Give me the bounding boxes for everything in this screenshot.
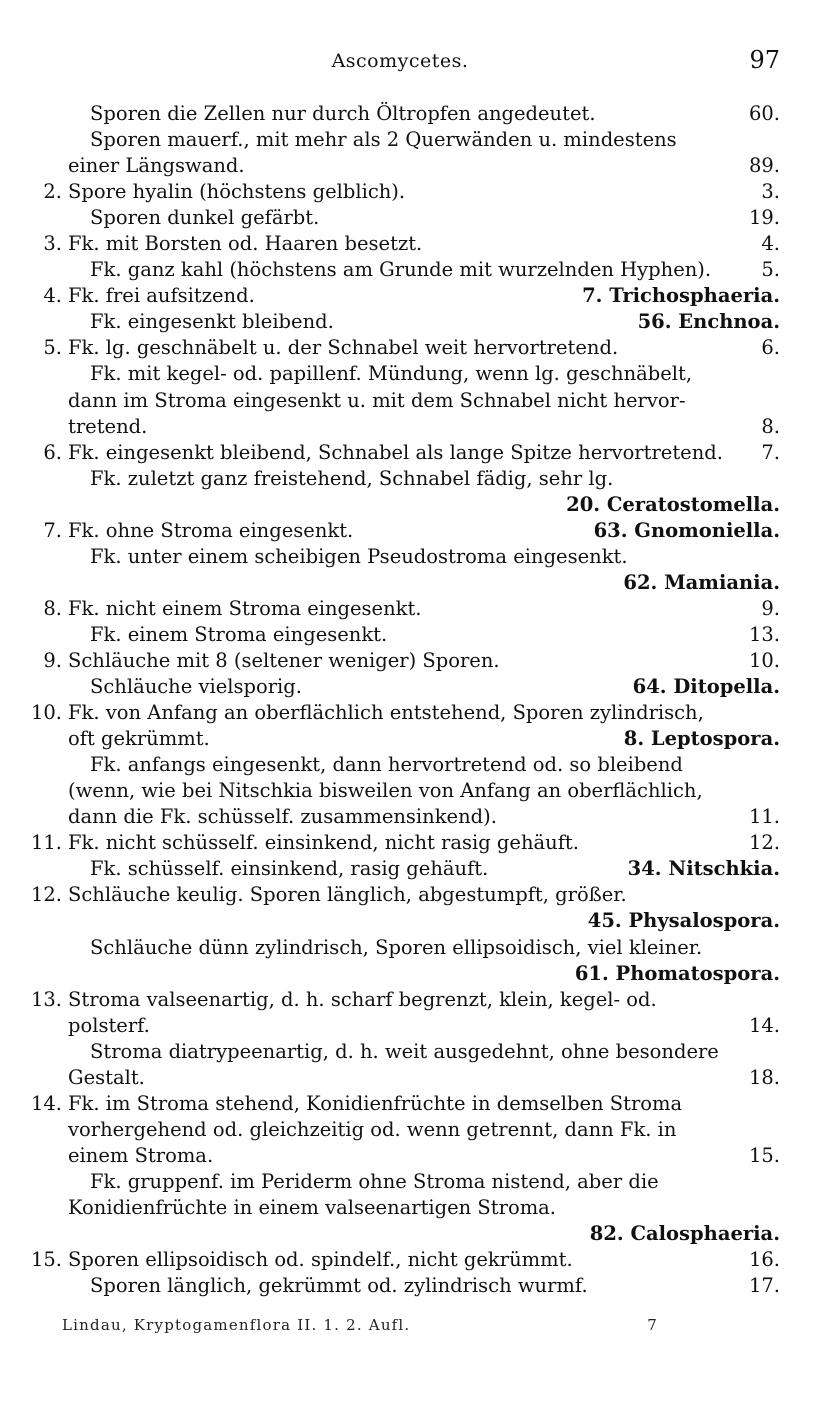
key-line [22, 804, 780, 830]
key-line [22, 388, 780, 414]
key-entry [22, 283, 780, 335]
page-footer [62, 1316, 658, 1334]
genus-result: 8. Leptospora. [623, 727, 780, 751]
key-line-text: Fk. lg. geschnäbelt u. der Schnabel weit hervortretend. [68, 336, 619, 360]
key-entry [22, 1247, 780, 1299]
key-line [22, 518, 780, 544]
key-line-text: Sporen ellipsoidisch od. spindelf., nicht gekrümmt. [68, 1248, 573, 1272]
key-line-text: Fk. nicht einem Stroma eingesenkt. [68, 596, 422, 620]
key-line-text: Fk. nicht schüsself. einsinkend, nicht rasig gehäuft. [68, 831, 579, 855]
key-lead-reference: 13. [748, 622, 780, 646]
key-line [22, 361, 780, 387]
key-line [22, 231, 780, 257]
key-line [22, 1117, 780, 1143]
key-lead-reference: 17. [748, 1274, 780, 1298]
key-line-text: polsterf. [68, 1013, 150, 1037]
key-lead-reference: 4. [761, 232, 780, 256]
footer-sheet-number: 7 [647, 1316, 658, 1334]
key-line-text: Fk. unter einem scheibigen Pseudostroma eingesenkt. [90, 544, 628, 568]
key-line-text: Fk. gruppenf. im Periderm ohne Stroma nistend, aber die [90, 1169, 659, 1193]
key-line [22, 544, 780, 570]
key-line [22, 882, 780, 908]
key-line-text: Fk. eingesenkt bleibend. [90, 310, 334, 334]
running-header-title: Ascomycetes. [331, 50, 469, 72]
key-line-text: Spore hyalin (höchstens gelblich). [68, 180, 406, 204]
key-lead-reference: 3. [761, 180, 780, 204]
key-entry [22, 830, 780, 882]
key-line [22, 596, 780, 622]
key-line-text: oft gekrümmt. [68, 727, 210, 751]
key-entry [22, 231, 780, 283]
key-line [22, 257, 780, 283]
key-line-text: dann die Fk. schüsself. zusammensinkend). [68, 805, 497, 829]
key-lead-reference: 10. [748, 648, 780, 672]
key-line [22, 1039, 780, 1065]
key-lead-reference: 9. [761, 596, 780, 620]
key-line-text: Fk. einem Stroma eingesenkt. [90, 622, 388, 646]
key-line-text: Stroma valseenartig, d. h. scharf begrenzt, klein, kegel- od. [68, 987, 657, 1011]
key-line [22, 961, 780, 987]
key-lead-reference: 19. [748, 206, 780, 230]
page-number: 97 [749, 46, 780, 74]
key-line [22, 205, 780, 231]
key-line-text: Schläuche dünn zylindrisch, Sporen ellipsoidisch, viel kleiner. [90, 935, 703, 959]
key-line [22, 466, 780, 492]
key-line [22, 648, 780, 674]
key-line [22, 778, 780, 804]
key-line-text: Fk. anfangs eingesenkt, dann hervortretend od. so bleibend [90, 753, 683, 777]
key-lead-reference: 12. [748, 831, 780, 855]
genus-result: 61. Phomatospora. [574, 961, 780, 985]
key-line-text: Fk. ganz kahl (höchstens am Grunde mit wurzelnden Hyphen). [90, 258, 712, 282]
key-line [22, 1065, 780, 1091]
key-line [22, 700, 780, 726]
key-line-text: tretend. [68, 414, 148, 438]
key-line-text: Gestalt. [68, 1065, 145, 1089]
genus-result: 7. Trichosphaeria. [582, 284, 780, 308]
key-line-text: Sporen dunkel gefärbt. [90, 206, 320, 230]
key-line-text: Fk. mit kegel- od. papillenf. Mündung, wenn lg. geschnäbelt, [90, 362, 693, 386]
key-entry-number: 10. [30, 701, 62, 725]
key-line-text: Sporen die Zellen nur durch Öltropfen angedeutet. [90, 102, 596, 125]
key-entry [22, 596, 780, 648]
key-line [22, 830, 780, 856]
key-line [22, 570, 780, 596]
key-line [22, 335, 780, 361]
key-line [22, 309, 780, 335]
key-line-text: Fk. im Stroma stehend, Konidienfrüchte in demselben Stroma [68, 1091, 683, 1115]
key-entry-number: 2. [43, 180, 62, 204]
key-line-text: einer Längswand. [68, 154, 245, 178]
key-line-text: Fk. schüsself. einsinkend, rasig gehäuft. [90, 857, 489, 881]
key-line [22, 1013, 780, 1039]
key-line [22, 492, 780, 518]
key-lead-reference: 7. [761, 440, 780, 464]
key-entry [22, 335, 780, 439]
key-line [22, 283, 780, 309]
key-entry-number: 12. [30, 883, 62, 907]
key-entry [22, 518, 780, 596]
key-line [22, 153, 780, 179]
key-lead-reference: 16. [748, 1248, 780, 1272]
genus-result: 82. Calosphaeria. [589, 1222, 780, 1246]
key-line [22, 1195, 780, 1221]
key-line-text: Fk. mit Borsten od. Haaren besetzt. [68, 232, 423, 256]
key-entry [22, 1091, 780, 1247]
key-line [22, 1091, 780, 1117]
footer-signature: Lindau, Kryptogamenflora II. 1. 2. Aufl. [62, 1316, 411, 1334]
genus-result: 45. Physalospora. [587, 909, 780, 933]
key-line-text: Schläuche mit 8 (seltener weniger) Sporen. [68, 648, 500, 672]
key-entry-number: 11. [30, 831, 62, 855]
key-line [22, 674, 780, 700]
key-line [22, 622, 780, 648]
key-line [22, 1143, 780, 1169]
key-line [22, 1221, 780, 1247]
key-lead-reference: 18. [748, 1065, 780, 1089]
key-lead-reference: 14. [748, 1013, 780, 1037]
key-entry-number: 3. [43, 232, 62, 256]
identification-key [22, 101, 780, 1299]
key-lead-reference: 89. [748, 154, 780, 178]
key-entry-number: 15. [30, 1248, 62, 1272]
key-entry [22, 882, 780, 986]
key-entry-number: 8. [43, 596, 62, 620]
key-line [22, 908, 780, 934]
key-line [22, 1273, 780, 1299]
key-line [22, 440, 780, 466]
key-line-text: Stroma diatrypeenartig, d. h. weit ausgedehnt, ohne besondere [90, 1039, 719, 1063]
key-line-text: Sporen länglich, gekrümmt od. zylindrisch wurmf. [90, 1274, 588, 1298]
key-line-text: Fk. ohne Stroma eingesenkt. [68, 518, 354, 542]
key-line-text: dann im Stroma eingesenkt u. mit dem Schnabel nicht hervor- [68, 388, 686, 412]
key-line-text: Sporen mauerf., mit mehr als 2 Querwänden u. mindestens [90, 128, 677, 152]
key-lead-reference: 60. [748, 102, 780, 125]
key-line [22, 101, 780, 127]
key-lead-reference: 5. [761, 258, 780, 282]
key-line-text: Schläuche keulig. Sporen länglich, abgestumpft, größer. [68, 883, 627, 907]
key-line-text: vorhergehend od. gleichzeitig od. wenn getrennt, dann Fk. in [68, 1117, 677, 1141]
key-entry-number: 5. [43, 336, 62, 360]
genus-result: 63. Gnomoniella. [593, 518, 780, 542]
key-line [22, 856, 780, 882]
genus-result: 34. Nitschkia. [627, 857, 780, 881]
key-entry [22, 987, 780, 1091]
key-entry-number: 6. [43, 440, 62, 464]
key-line [22, 987, 780, 1013]
key-line [22, 179, 780, 205]
key-line [22, 1169, 780, 1195]
genus-result: 56. Enchnoa. [637, 310, 780, 334]
key-line-text: einem Stroma. [68, 1143, 214, 1167]
key-entry [22, 700, 780, 830]
key-line [22, 1247, 780, 1273]
key-entry [22, 101, 780, 179]
key-line [22, 935, 780, 961]
key-line-text: Konidienfrüchte in einem valseenartigen Stroma. [68, 1195, 557, 1219]
key-entry [22, 179, 780, 231]
genus-result: 64. Ditopella. [632, 675, 780, 699]
key-lead-reference: 8. [761, 414, 780, 438]
key-line-text: Fk. von Anfang an oberflächlich entstehend, Sporen zylindrisch, [68, 701, 704, 725]
key-entry-number: 4. [43, 284, 62, 308]
key-line-text: Fk. frei aufsitzend. [68, 284, 255, 308]
key-line-text: Fk. eingesenkt bleibend, Schnabel als lange Spitze hervortretend. [68, 440, 723, 464]
key-entry-number: 9. [43, 648, 62, 672]
genus-result: 20. Ceratostomella. [566, 492, 780, 516]
key-line [22, 127, 780, 153]
key-entry [22, 440, 780, 518]
key-lead-reference: 11. [748, 805, 780, 829]
key-entry [22, 648, 780, 700]
key-line [22, 726, 780, 752]
key-line-text: Fk. zuletzt ganz freistehend, Schnabel fädig, sehr lg. [90, 466, 614, 490]
key-line-text: Schläuche vielsporig. [90, 675, 302, 699]
key-lead-reference: 15. [748, 1143, 780, 1167]
key-entry-number: 14. [30, 1091, 62, 1115]
key-line [22, 752, 780, 778]
key-line [22, 414, 780, 440]
key-entry-number: 7. [43, 518, 62, 542]
key-entry-number: 13. [30, 987, 62, 1011]
genus-result: 62. Mamiania. [623, 570, 780, 594]
key-line-text: (wenn, wie bei Nitschkia bisweilen von Anfang an oberflächlich, [68, 779, 703, 803]
key-lead-reference: 6. [761, 336, 780, 360]
